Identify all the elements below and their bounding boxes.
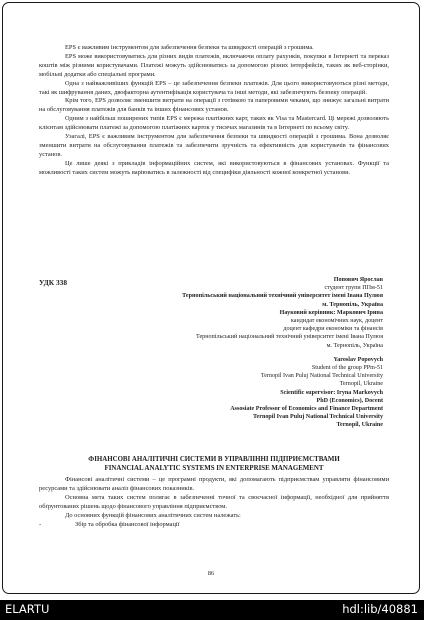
supervisor-university-ua: Тернопільський національний технічний університет імені Івана Пулюя [195,334,383,341]
paragraph: Основна мета таких систем полягає в забезпеченні точної та своєчасної інформації, необхідної для прийняття обґрунтованих рішень щодо фінансового управління підприємством. [39,493,389,510]
supervisor-city-en: Ternopil, Ukraine [336,422,383,429]
article-body [39,476,389,529]
footer-repository-label: ELARTU [5,602,50,616]
article-title [39,455,389,473]
supervisor-city-ua: м. Тернопіль, Україна [326,342,383,349]
page-number: 86 [207,570,215,577]
list-item-text: Збір та обробка фінансової інформації [75,520,180,528]
footer-handle-label: hdl:lib/40881 [342,602,418,616]
author-name-ua: Попович Ярослав [333,277,383,283]
supervisor-position-ua: доцент кафедри економіки та фінансів [283,326,383,333]
document-page [2,2,420,594]
udk-code: УДК 338 [39,278,68,287]
title-ua: ФІНАНСОВІ АНАЛІТИЧНІ СИСТЕМИ В УПРАВЛІННІ ПІДПРИЄМСТВАМИ [88,456,340,463]
paragraph: Одна з найважливіших функцій EPS – це забезпечення безпеки платежів. Для цього використовуються різні методи, такі як шифрування даних, двофакторна аутентифікація користувача та інші методи, які забезпечують безпеку операцій. [39,79,389,96]
paragraph: EPS може використовуватись для різних видів платежів, включаючи оплату рахунків, покупки в Інтернеті та переказ коштів між різними користувачами. Платежі можуть здійснюватись за допомогою різних інтерфейсів, таких як веб-сторінки, мобільні додатки або спеціальні програми. [39,52,389,78]
paragraph: Фінансові аналітичні системи – це програмні продукти, які допомагають підприємствам управляти фінансовими ресурсами та здійснювати аналіз фінансових показників. [39,476,389,492]
supervisor-position-en: Assosiate Professor of Economics and Finance Department [230,406,383,413]
supervisor-en: Scientific supervisor: Iryna Markovych [280,389,383,396]
author-status-ua: студент групи ППм-51 [324,285,383,292]
supervisor-degree-en: PhD (Economics), Docent [316,397,383,404]
paragraph: Одним з найбільш поширених типів EPS є мережа платіжних карт, таких як Visa та Mastercard. Ці мережі дозволяють клієнтам здійснювати платежі за допомогою платіжних карток у тисячах магазинів та в Інтернеті по всьому світу. [39,115,389,132]
author-block [53,276,383,430]
paragraph: EPS є важливим інструментом для забезпечення безпеки та швидкості операцій з грошима. [65,44,314,51]
author-city-ua: м. Тернопіль, Україна [322,301,383,308]
title-en: FINANCIAL ANALYTIC SYSTEMS IN ENTERPRISE MANAGEMENT [104,465,324,472]
list-dash: - [39,520,42,528]
author-university-ua: Тернопільський національний технічний університет імені Івана Пулюя [182,293,383,300]
author-city-en: Ternopil, Ukraine [339,381,383,388]
paragraph: Крім того, EPS дозволяє зменшити витрати на операції з готівкою та паперовими чеками, що знижує загальні витрати на обслуговування платежів для банків та інших фінансових установ. [39,97,389,114]
paragraph: До основних функцій фінансових аналітичних систем належать: [65,511,241,519]
supervisor-degree-ua: кандидат економічних наук, доцент [290,318,383,325]
supervisor-ua: Науковий керівник: Маркович Ірина [279,309,383,316]
author-status-en: Student of the group PPm-51 [311,365,383,372]
paragraph: Це лише деякі з прикладів інформаційних систем, які використовуються в фінансових установах. Функції та можливості таких систем можуть варіюватись в залежності від специфіки діяльності кожної конкретної установи. [39,159,389,176]
supervisor-university-en: Ternopil Ivan Puluj National Technical University [253,414,383,421]
paragraph: Узагалі, EPS є важливим інструментом для забезпечення безпеки та швидкості операцій з грошима. Вона дозволяє зменшити витрати на обслуговування платежів та забезпечити зручність та ефективність для користувачів та фінансових установ. [39,133,389,158]
author-university-en: Ternopil Ivan Puluj National Technical University [260,373,383,380]
list-item [39,521,389,530]
intro-text [39,44,389,178]
footer-bar [0,600,424,620]
author-name-en: Yaroslav Popovych [333,356,383,363]
